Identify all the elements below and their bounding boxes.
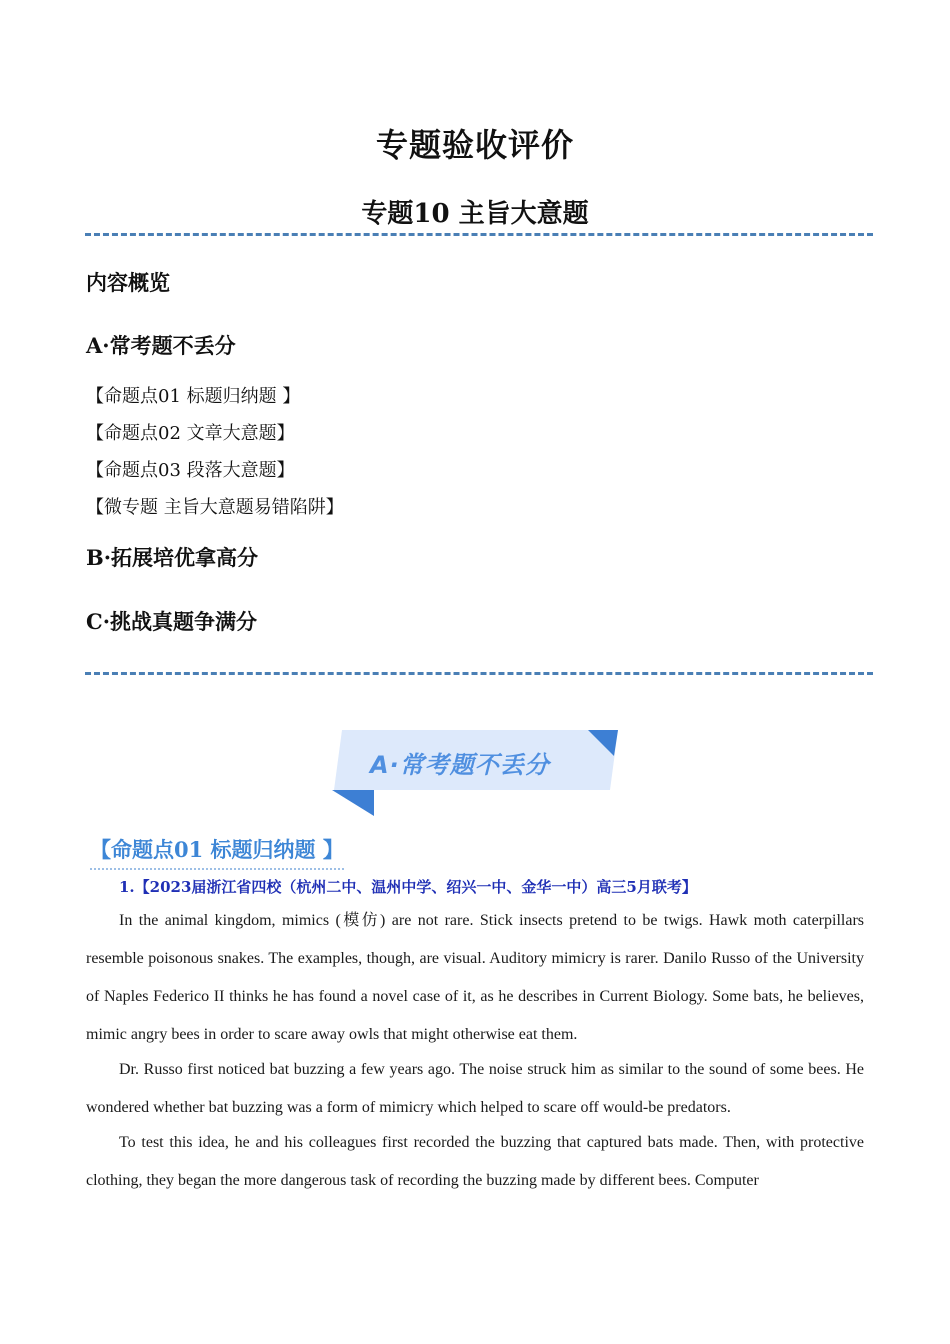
question-source: 1.【2023届浙江省四校（杭州二中、温州中学、绍兴一中、金华一中）高三5月联考】 [119,878,697,896]
page-title: 专题验收评价 [375,126,574,164]
passage-paragraph: In the animal kingdom, mimics (模仿) are not rare. Stick insects pretend to be twigs. Hawk moth caterpillars resemble poisonous snakes. The examples, though, are visual. Auditory mimicry is rarer. Danilo Russo of the University of Naples Federico II thinks he has found a novel case of it, as he describes in Current Biology. Some bats, he believes, mimic angry bees in order to scare away owls that might otherwise eat them. [86,912,864,1043]
top-divider [85,233,873,236]
toc-item: 【微专题 主旨大意题易错陷阱】 [86,497,344,518]
toc-item: 【命题点02 文章大意题】 [86,423,295,444]
page-subtitle: 专题10 主旨大意题 [361,199,589,229]
section-b-heading: B·拓展培优拿高分 [86,545,259,570]
banner-label: A·常考题不丢分 [370,751,550,779]
bottom-divider [85,672,873,675]
passage-paragraph: To test this idea, he and his colleagues first recorded the buzzing that captured bats made. Then, with protective clothing, they began the more dangerous task of recording the buzzing made by different bees. Computer [86,1134,864,1189]
toc-item: 【命题点03 段落大意题】 [86,460,295,481]
toc-item: 【命题点01 标题归纳题 】 [86,386,301,407]
section-a-heading: A·常考题不丢分 [86,333,236,358]
section-c-heading: C·挑战真题争满分 [86,609,258,634]
point-heading: 【命题点01 标题归纳题 】 [90,834,344,870]
overview-heading: 内容概览 [86,270,170,295]
passage-paragraph: Dr. Russo first noticed bat buzzing a few years ago. The noise struck him as similar to the sound of some bees. He wondered whether bat buzzing was a form of mimicry which helped to scare off would-be predators. [86,1061,864,1116]
